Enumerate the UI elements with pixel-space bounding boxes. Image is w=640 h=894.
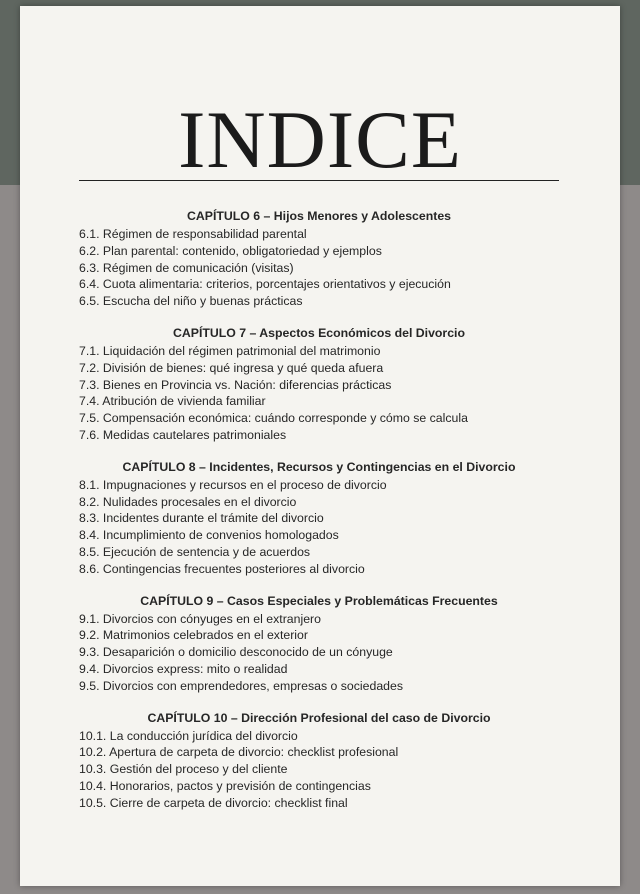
- toc-entry: 10.5. Cierre de carpeta de divorcio: checklist final: [79, 795, 348, 810]
- toc-entry: 9.3. Desaparición o domicilio desconocido de un cónyuge: [79, 645, 393, 660]
- toc-entry: 10.4. Honorarios, pactos y previsión de contingencias: [79, 778, 371, 793]
- toc-entry: 6.3. Régimen de comunicación (visitas): [79, 260, 294, 275]
- toc-entry: 9.5. Divorcios con emprendedores, empresas o sociedades: [79, 678, 403, 693]
- toc-entry: 10.3. Gestión del proceso y del cliente: [79, 762, 288, 777]
- chapter-heading: CAPÍTULO 7 – Aspectos Económicos del Divorcio: [172, 325, 465, 340]
- chapter-heading: CAPÍTULO 9 – Casos Especiales y Problemáticas Frecuentes: [140, 593, 498, 608]
- toc-entry: 6.5. Escucha del niño y buenas prácticas: [79, 294, 303, 309]
- chapter-heading: CAPÍTULO 8 – Incidentes, Recursos y Contingencias en el Divorcio: [122, 459, 516, 474]
- toc-entry: 7.2. División de bienes: qué ingresa y qué queda afuera: [79, 360, 384, 375]
- toc-entry: 9.2. Matrimonios celebrados en el exterior: [79, 628, 308, 643]
- toc-entry: 6.1. Régimen de responsabilidad parental: [79, 227, 307, 241]
- toc-entry: 8.5. Ejecución de sentencia y de acuerdos: [79, 544, 311, 559]
- chapter-heading: CAPÍTULO 10 – Dirección Profesional del caso de Divorcio: [147, 710, 491, 725]
- page-title: INDICE: [178, 94, 462, 185]
- toc-entry: 10.1. La conducción jurídica del divorcio: [79, 728, 298, 743]
- toc-entry: 7.3. Bienes en Provincia vs. Nación: diferencias prácticas: [79, 377, 392, 392]
- toc-entry: 9.4. Divorcios express: mito o realidad: [79, 661, 288, 676]
- chapter-heading: CAPÍTULO 6 – Hijos Menores y Adolescentes: [187, 209, 451, 223]
- toc-entry: 8.4. Incumplimiento de convenios homologados: [79, 528, 339, 543]
- toc-entry: 8.2. Nulidades procesales en el divorcio: [79, 494, 297, 509]
- chapter-10: [79, 710, 559, 812]
- toc-entry: 8.6. Contingencias frecuentes posteriores al divorcio: [79, 561, 365, 576]
- toc-entry: 7.5. Compensación económica: cuándo corresponde y cómo se calcula: [79, 411, 468, 426]
- chapter-8: [79, 459, 559, 578]
- toc-entry: 8.1. Impugnaciones y recursos en el proceso de divorcio: [79, 477, 387, 492]
- chapter-9: [79, 593, 559, 695]
- toc-entry: 6.4. Cuota alimentaria: criterios, porcentajes orientativos y ejecución: [79, 277, 451, 292]
- chapter-6: [79, 208, 559, 310]
- table-of-contents: [79, 208, 559, 827]
- toc-entry: 10.2. Apertura de carpeta de divorcio: checklist profesional: [79, 745, 399, 760]
- title-divider: [79, 180, 559, 181]
- toc-entry: 9.1. Divorcios con cónyuges en el extranjero: [79, 611, 321, 626]
- document-page: [20, 6, 620, 886]
- toc-entry: 7.1. Liquidación del régimen patrimonial del matrimonio: [79, 343, 381, 358]
- chapter-7: [79, 325, 559, 444]
- toc-entry: 8.3. Incidentes durante el trámite del divorcio: [79, 511, 324, 526]
- toc-entry: 7.6. Medidas cautelares patrimoniales: [79, 427, 287, 442]
- toc-entry: 7.4. Atribución de vivienda familiar: [79, 394, 266, 409]
- toc-entry: 6.2. Plan parental: contenido, obligatoriedad y ejemplos: [79, 243, 382, 258]
